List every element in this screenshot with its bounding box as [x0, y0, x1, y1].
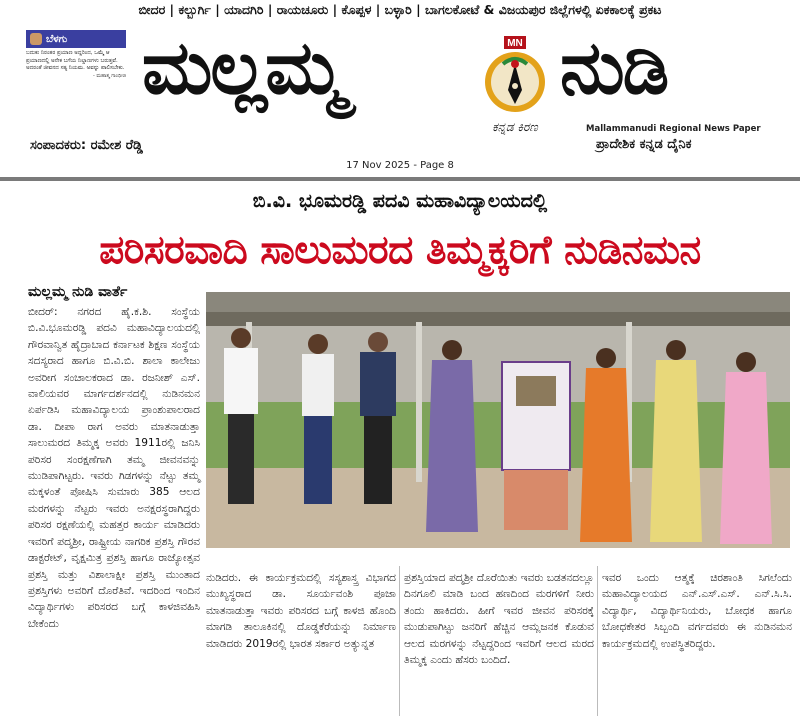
paragraph: ಪ್ರಶಸ್ತಿಯಾದ ಪದ್ಮಶ್ರೀ ದೊರೆಯಿತು ಇವರು ಬಡತನದಲ್ಲೂ ದಿನಗೂಲಿ ಮಾಡಿ ಬಂದ ಹಣದಿಂದ ಮರಗಳಿಗೆ ನೀರು ತಂದು ಹಾಕಿದರು. ಹೀಗೆ ಇವರ ಜೀವನ ಪರಿಸರಕ್ಕೆ ಮುಡುಪಾಗಿಟ್ಟು ಜನರಿಗೆ ಹೆಚ್ಚಿನ ಆಮ್ಲಜನಕ ಕೊಡುವ ಆಲದ ಮರಗಳನ್ನು ನೆಟ್ಟದ್ದರಿಂದ ಇವರಿಗೆ ಆಲದ ಮರದ ತಿಮ್ಮಕ್ಕ ಎಂದು ಹೆಸರು ಬಂದಿದೆ.	[404, 572, 594, 667]
article-headline: ಪರಿಸರವಾದಿ ಸಾಲುಮರದ ತಿಮ್ಮಕ್ಕರಿಗೆ ನುಡಿನಮನ	[99, 227, 701, 273]
tagline-header	[26, 30, 126, 48]
pen-nib-logo	[470, 34, 560, 124]
daily-label: ಪ್ರಾದೇಶಿಕ ಕನ್ನಡ ದೈನಿಕ	[596, 137, 692, 152]
paragraph: ಬೀದರ್: ನಗರದ ಹೈ.ಕ.ಶಿ. ಸಂಸ್ಥೆಯ ಬಿ.ವಿ.ಭೂಮರಡ್ಡಿ ಪದವಿ ಮಹಾವಿದ್ಯಾಲಯದಲ್ಲಿ ಗೌರವಾನ್ವಿತ ಹೈದ್ರಾಬಾದ ಕರ್ನಾಟಕ ಶಿಕ್ಷಣ ಸಂಸ್ಥೆಯ ಸದಸ್ಯರಾದ ಹಾಗೂ ಬಿ.ವಿ.ಬಿ. ಶಾಲಾ ಕಾಲೇಜು ಅವರೀಗ ಸಂಚಾಲಕರಾದ ಡಾ. ರಜನೀಶ್ ಎಸ್. ವಾಲಿಯವರ ಮಾರ್ಗದರ್ಶನದಲ್ಲಿ ನುಡಿನಮನ ಏರ್ಪಡಿಸಿ ಮಹಾವಿದ್ಯಾಲಯ ಪ್ರಾಂಶುಪಾಲರಾದ ಡಾ. ದೀಪಾ ರಾಗ ಅವರು ಮಾತನಾಡುತ್ತಾ ಸಾಲುಮರದ ತಿಮ್ಮಕ್ಕ ಅವರು 1911ರಲ್ಲಿ ಜನಿಸಿ ಪರಿಸರ ಸಂರಕ್ಷಣೆಗಾಗಿ ತಮ್ಮ ಜೀವನವನ್ನು ಮುಡಿಪಾಗಿಟ್ಟರು. ಇವರು ಗಿಡಗಳನ್ನು ನೆಟ್ಟು ತಮ್ಮ ಮಕ್ಕಳಂತೆ ಪೋಷಿಸಿ ಸುಮಾರು 385 ಆಲದ ಮರಗಳನ್ನು ನೆಟ್ಟರು ಇವರು ಅನಕ್ಷರಸ್ಥರಾಗಿದ್ದರು ಪರಿಸರ ರಕ್ಷಣೆಯಲ್ಲಿ ಮಹತ್ತರ ಕಾರ್ಯ ಮಾಡಿದರು ಇವರಿಗೆ ಪದ್ಮಶ್ರೀ, ರಾಷ್ಟ್ರೀಯ ನಾಗರಿಕ ಪ್ರಶಸ್ತಿ ಗೌರವ ಡಾಕ್ಟರೇಟ್, ವೃಕ್ಷಮಿತ್ರ ಪ್ರಶಸ್ತಿ ಹಾಗೂ ರಾಜ್ಯೋತ್ಸವ ಪ್ರಶಸ್ತಿ ಮತ್ತು ವಿಶಾಲಾಕ್ಷೀ ಪ್ರಶಸ್ತಿ ಮುಂತಾದ ಪ್ರಶಸ್ತಿಗಳು ಅವರಿಗೆ ದೊರೆತಿವೆ. ಇದರಿಂದ ಇಂದಿನ ವಿದ್ಯಾರ್ಥಿಗಳು ಪರಿಸರದ ಬಗ್ಗೆ ಕಾಳಜಿವಹಿಸಿ ಬೇಕೆಂದು	[28, 306, 200, 630]
column-divider	[597, 566, 598, 716]
tagline-sign: - ಮಹಾತ್ಮ ಗಾಂಧೀಜಿ	[92, 72, 126, 79]
emblem-text: MN	[507, 38, 523, 49]
article-column-left	[28, 304, 200, 632]
article-column-1	[206, 570, 396, 652]
hand-icon	[30, 33, 42, 45]
paragraph: ಇವರ ಒಂದು ಆತ್ಮಕ್ಕೆ ಚಿರಶಾಂತಿ ಸಿಗಲೆಂದು ಮಹಾವಿದ್ಯಾಲಯದ ಎನ್.ಎಸ್.ಎಸ್. ಎನ್.ಸಿ.ಸಿ. ವಿದ್ಯಾರ್ಥಿ, ವಿದ್ಯಾರ್ಥಿನಿಯರು, ಬೋಧಕ ಹಾಗೂ ಬೋಧಕೇತರ ಸಿಬ್ಬಂದಿ ವರ್ಗದವರು ಈ ನುಡಿನಮನ ಕಾರ್ಯಕ್ರಮದಲ್ಲಿ ಉಪಸ್ಥಿತರಿದ್ದರು.	[602, 572, 792, 650]
tagline-text: ಬದುಕು ನಿರಂತರ ಪ್ರಯಾಣ ಅದ್ದರಿಂದ, ಒಮ್ಮೆ ಆ ಪ್ರಯಾಣದಲ್ಲಿ ಅನೇಕ ಬಗೆಯ ನಿಲ್ದಾಣಗಳು ಬರುತ್ತವೆ. ಅದರಂತೆ ಜೀವನದ ಸತ್ಯ ನಿಯಮ. ಅವನ್ನು ಪಾಲಿಸಬೇಕು.	[26, 50, 125, 71]
article-kicker: ಬಿ.ವಿ. ಭೂಮರಡ್ಡಿ ಪದವಿ ಮಹಾವಿದ್ಯಾಲಯದಲ್ಲಿ	[252, 190, 548, 212]
article-byline: ಮಲ್ಲಮ್ಮ ನುಡಿ ವಾರ್ತೆ	[28, 284, 128, 300]
editor-credit: ಸಂಪಾದಕರು: ರಮೇಶ ರೆಡ್ಡಿ	[30, 138, 143, 153]
article-column-3	[602, 570, 792, 652]
article-column-2	[404, 570, 594, 668]
masthead-divider	[0, 177, 800, 181]
tagline-box	[26, 30, 126, 79]
tagline-title: ಬೆಳಗು	[46, 33, 68, 45]
paragraph: ನುಡಿದರು. ಈ ಕಾರ್ಯಕ್ರಮದಲ್ಲಿ ಸಸ್ಯಶಾಸ್ತ್ರ ವಿಭಾಗದ ಮುಖ್ಯಸ್ಥರಾದ ಡಾ. ಸೂರ್ಯವಂಶಿ ಪೂಜಾ ಮಾತನಾಡುತ್ತಾ ಇವರು ಪರಿಸರದ ಬಗ್ಗೆ ಕಾಳಜಿ ಹೊಂದಿ ಮಾಗಡಿ ತಾಲೂಕಿನಲ್ಲಿ ದೊಡ್ಡಕೆರೆಯನ್ನು ನಿರ್ಮಾಣ ಮಾಡಿದರು 2019ರಲ್ಲಿ ಭಾರತ ಸರ್ಕಾರ ಅತ್ಯುನ್ನತ	[206, 572, 396, 650]
masthead-title-left: ಮಲ್ಲಮ್ಮ	[142, 25, 344, 111]
district-band: ಬೀದರ | ಕಲ್ಬುರ್ಗಿ | ಯಾದಗಿರಿ | ರಾಯಚೂರು | ಕೊಪ್ಪಳ | ಬಳ್ಳಾರಿ | ಬಾಗಲಕೋಟೆ & ವಿಜಯಪುರ ಜಿಲ್ಲೆಗಳಲ್ಲಿ ಏಕಕಾಲಕ್ಕೆ ಪ್ರಕಟ	[138, 2, 662, 17]
dateline: 17 Nov 2025 - Page 8	[346, 160, 454, 171]
regional-label: Mallammanudi Regional News Paper	[586, 124, 761, 134]
masthead-title-right: ನುಡಿ	[560, 25, 668, 111]
event-photo	[206, 292, 790, 548]
column-divider	[399, 566, 400, 716]
emblem-tagline: ಕನ್ನಡ ಕಿರಣ	[492, 120, 538, 134]
